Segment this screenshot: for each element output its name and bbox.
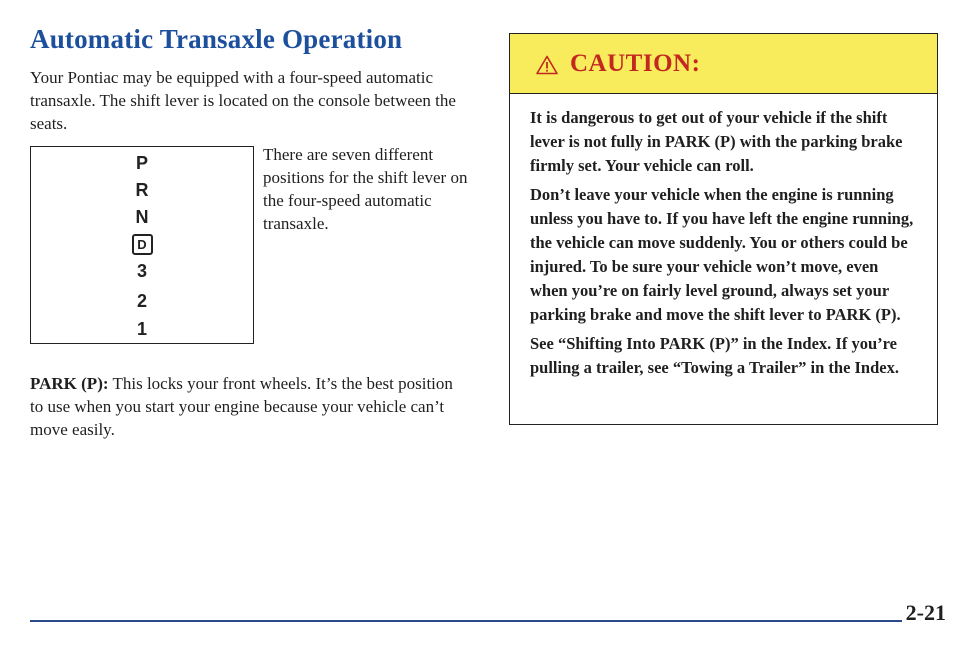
gear-n: N bbox=[135, 207, 149, 227]
bottom-rule bbox=[30, 620, 935, 622]
caution-box bbox=[509, 33, 938, 425]
overdrive-box-icon: D bbox=[132, 234, 153, 255]
caution-paragraph: See “Shifting Into PARK (P)” in the Index. If you’re pulling a trailer, see “Towing a Trailer” in the Index. bbox=[530, 334, 899, 377]
park-paragraph bbox=[30, 372, 470, 441]
gear-overdrive bbox=[31, 233, 253, 255]
gear-2: 2 bbox=[136, 291, 147, 311]
caution-body bbox=[510, 94, 937, 380]
caution-paragraph: Don’t leave your vehicle when the engine is running unless you have to. If you have left the engine running, the vehicle can move suddenly. You or others could be injured. To be sure your vehicle won’t move, even when you’re on fairly level ground, always set your parking brake and move the shift lever to PARK (P). bbox=[530, 185, 914, 324]
caution-title: CAUTION: bbox=[570, 49, 701, 77]
page-number: 2-21 bbox=[902, 600, 946, 626]
gear-1: 1 bbox=[136, 319, 147, 339]
park-label: PARK (P): bbox=[30, 374, 109, 393]
page-title: Automatic Transaxle Operation bbox=[30, 24, 403, 54]
intro-paragraph: Your Pontiac may be equipped with a four-speed automatic transaxle. The shift lever is located on the console between the seats. bbox=[30, 68, 456, 133]
warning-triangle-icon bbox=[536, 55, 558, 75]
gear-p: P bbox=[135, 153, 148, 173]
park-text: This locks your front wheels. It’s the best position to use when you start your engine because your vehicle can’t move easily. bbox=[30, 374, 453, 439]
shift-lever-diagram bbox=[30, 146, 254, 344]
caution-paragraph: It is dangerous to get out of your vehicle if the shift lever is not fully in PARK (P) with the parking brake firmly set. Your vehicle can roll. bbox=[530, 108, 903, 175]
positions-paragraph: There are seven different positions for the shift lever on the four-speed automatic transaxle. bbox=[263, 145, 468, 233]
caution-header bbox=[510, 34, 937, 94]
gear-3: 3 bbox=[136, 261, 147, 281]
gear-r: R bbox=[135, 180, 149, 200]
